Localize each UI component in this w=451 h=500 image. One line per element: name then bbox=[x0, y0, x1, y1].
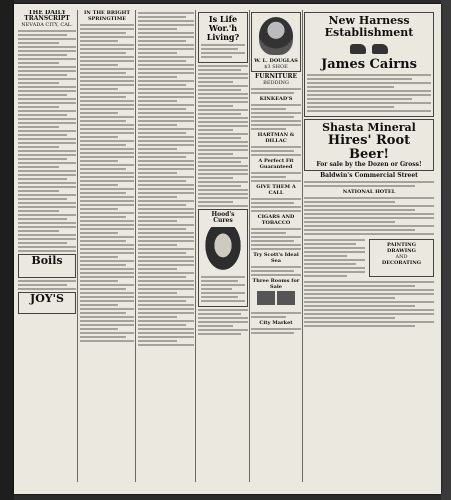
masthead-title: THE DAILY TRANSCRIPT bbox=[24, 10, 70, 22]
horse-illustration bbox=[307, 39, 431, 58]
furniture-label: FURNITURE bbox=[254, 73, 298, 80]
shasta-title: Shasta Mineral bbox=[322, 121, 416, 134]
bedding-label: BEDDING bbox=[263, 80, 289, 86]
column-3 bbox=[138, 10, 194, 482]
hires-title: Hires' Root Beer! bbox=[327, 133, 411, 162]
joys-ad bbox=[18, 292, 76, 314]
column-6 bbox=[304, 10, 434, 482]
painting-line-1: PAINTING bbox=[386, 242, 417, 248]
joys-text: JOY'S bbox=[30, 292, 64, 305]
harness-title: New Harness Establishment bbox=[324, 14, 414, 39]
give-call-text: GIVE THEM A CALL bbox=[256, 184, 296, 196]
painting-line-3: AND bbox=[395, 254, 408, 260]
perfect-fit-text: A Perfect Fit Guaranteed bbox=[258, 158, 294, 170]
kinkead-name: KINKEAD'S bbox=[259, 96, 293, 102]
column-1 bbox=[18, 10, 76, 482]
douglas-name: W. L. DOUGLAS bbox=[254, 58, 298, 64]
harness-ad bbox=[304, 12, 434, 117]
column-5 bbox=[251, 10, 301, 482]
boils-text: Boils bbox=[31, 254, 63, 267]
book-binding bbox=[0, 0, 14, 500]
page-edge bbox=[441, 0, 451, 500]
painting-line-4: DECORATING bbox=[381, 260, 422, 266]
life-ad bbox=[198, 12, 248, 63]
man-portrait-image bbox=[259, 17, 293, 55]
harness-owner: James Cairns bbox=[321, 57, 417, 72]
cigars-text: CIGARS AND TOBACCO bbox=[257, 214, 295, 226]
column-2-heading: IN THE BRIGHT SPRINGTIME bbox=[83, 10, 131, 22]
douglas-product: $3 SHOE bbox=[264, 64, 288, 70]
city-market-text: City Market bbox=[259, 320, 293, 326]
painting-ad bbox=[369, 239, 434, 277]
hoods-ad bbox=[198, 209, 248, 307]
commercial-name: Baldwin's Commercial Street bbox=[320, 172, 418, 179]
painting-line-2: DRAWING bbox=[387, 248, 416, 254]
woman-portrait-image bbox=[203, 227, 243, 273]
boils-ad bbox=[18, 254, 76, 278]
try-scotts-text: Try Scott's Ideal Sea bbox=[253, 252, 299, 264]
masthead-location: NEVADA CITY, CAL. bbox=[21, 22, 73, 28]
life-ad-line2: Wor.'h Living? bbox=[206, 23, 240, 42]
hoods-title: Hood's Cures bbox=[211, 211, 235, 224]
hartman-name: HARTMAN & DILLAC bbox=[257, 132, 295, 144]
lots-text: Three Rooms for Sale bbox=[252, 278, 300, 290]
douglas-shoe-ad bbox=[251, 12, 301, 72]
column-2 bbox=[80, 10, 134, 482]
houses-illustration bbox=[251, 290, 301, 310]
hotel-name: NATIONAL HOTEL bbox=[342, 189, 396, 195]
newspaper-page bbox=[14, 4, 441, 494]
shasta-sale: For sale by the Dozen or Gross! bbox=[316, 161, 422, 168]
life-ad-line1: Is Life bbox=[208, 14, 238, 24]
column-4 bbox=[198, 10, 248, 482]
shasta-ad bbox=[304, 119, 434, 171]
